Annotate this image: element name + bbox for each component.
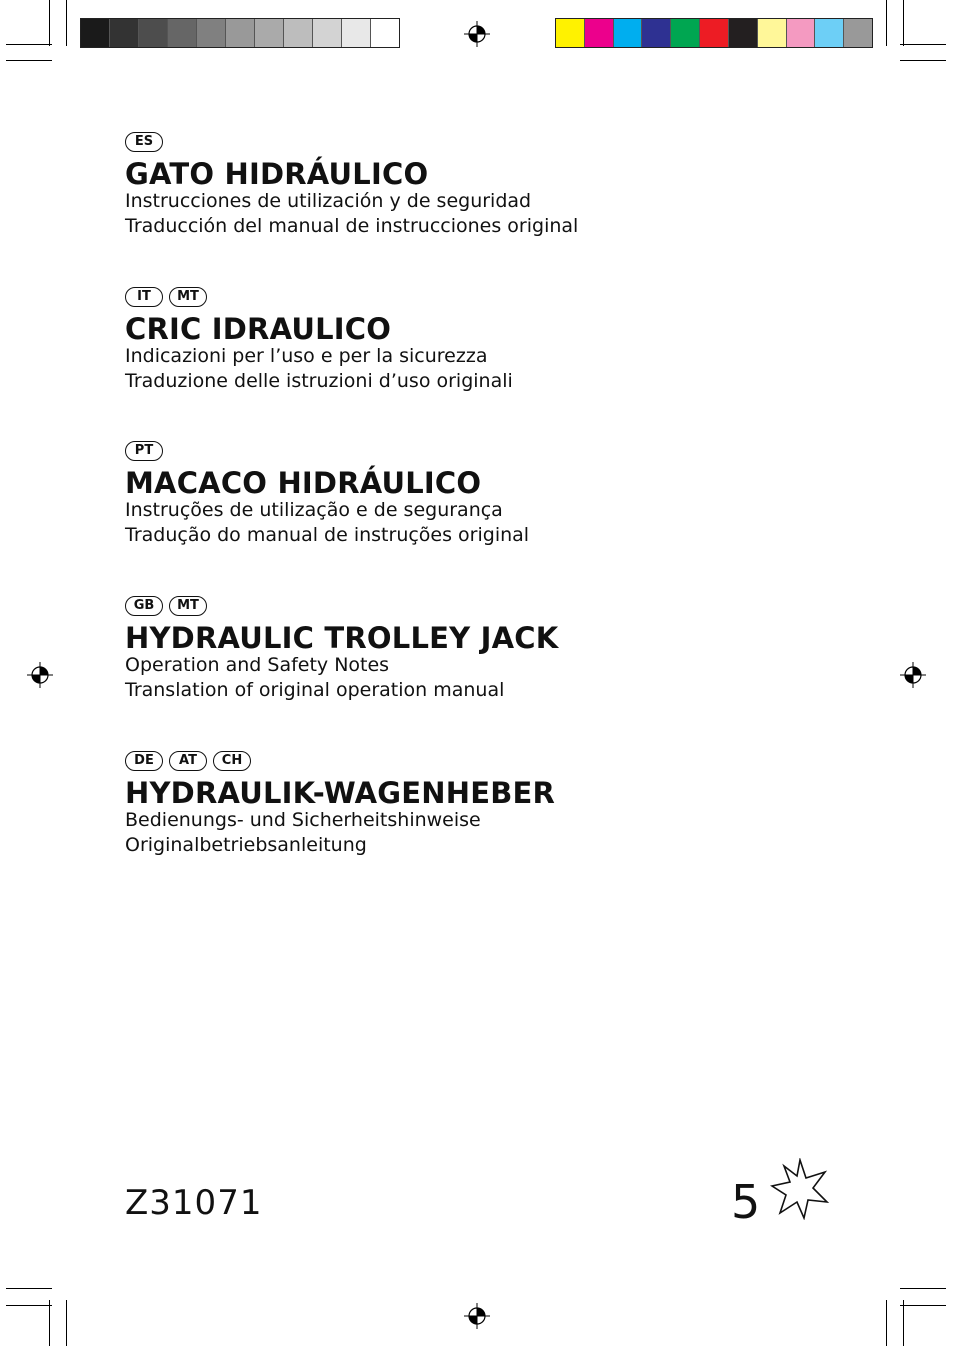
crop-mark xyxy=(49,1300,50,1346)
section-subtitle-line2: Translation of original operation manual xyxy=(125,679,505,701)
process-color-calibration-bar xyxy=(555,18,873,48)
section-title: MACACO HIDRÁULICO xyxy=(125,466,482,500)
language-section-pt xyxy=(125,441,529,548)
registration-mark-icon xyxy=(464,1303,490,1329)
page-number: 5 xyxy=(731,1175,761,1229)
crop-mark xyxy=(886,1300,887,1346)
section-title: HYDRAULIK-WAGENHEBER xyxy=(125,776,556,810)
gray-swatch xyxy=(342,19,371,47)
section-subtitle-line1: Indicazioni per l’uso e per la sicurezza xyxy=(125,345,488,367)
crop-mark xyxy=(903,0,904,46)
crop-mark xyxy=(900,44,946,45)
model-number: Z31071 xyxy=(125,1183,263,1223)
language-badge: AT xyxy=(169,751,207,771)
star-outline-icon xyxy=(770,1158,830,1220)
color-swatch xyxy=(787,19,816,47)
registration-mark-icon xyxy=(27,662,53,688)
crop-mark xyxy=(900,1288,946,1289)
section-title: HYDRAULIC TROLLEY JACK xyxy=(125,621,559,655)
language-badge: MT xyxy=(169,287,207,307)
language-section-es xyxy=(125,132,578,239)
section-subtitle-line2: Traducción del manual de instrucciones original xyxy=(125,215,579,237)
language-badge: MT xyxy=(169,596,207,616)
language-badges xyxy=(125,287,513,307)
gray-swatch xyxy=(168,19,197,47)
section-subtitle-line1: Bedienungs- und Sicherheitshinweise xyxy=(125,809,481,831)
language-badge: CH xyxy=(213,751,251,771)
crop-mark xyxy=(66,0,67,46)
crop-mark xyxy=(900,1305,946,1306)
section-subtitle-line1: Operation and Safety Notes xyxy=(125,654,390,676)
gray-swatch xyxy=(284,19,313,47)
crop-mark xyxy=(6,1288,52,1289)
crop-mark xyxy=(6,1305,52,1306)
section-title: CRIC IDRAULICO xyxy=(125,312,392,346)
crop-mark xyxy=(49,0,50,46)
color-swatch xyxy=(815,19,844,47)
gray-swatch xyxy=(81,19,110,47)
crop-mark xyxy=(886,0,887,46)
language-badge: GB xyxy=(125,596,163,616)
color-swatch xyxy=(729,19,758,47)
grayscale-calibration-bar xyxy=(80,18,400,48)
color-swatch xyxy=(614,19,643,47)
color-swatch xyxy=(642,19,671,47)
color-swatch xyxy=(700,19,729,47)
registration-mark-icon xyxy=(464,21,490,47)
section-subtitle-line2: Originalbetriebsanleitung xyxy=(125,834,367,856)
language-badge: DE xyxy=(125,751,163,771)
language-badge: IT xyxy=(125,287,163,307)
crop-mark xyxy=(6,44,52,45)
language-badges xyxy=(125,751,555,771)
language-section-it-mt xyxy=(125,287,513,394)
registration-mark-icon xyxy=(900,662,926,688)
gray-swatch xyxy=(226,19,255,47)
gray-swatch xyxy=(197,19,226,47)
gray-swatch xyxy=(371,19,399,47)
section-subtitle-line1: Instrucciones de utilización y de seguridad xyxy=(125,190,532,212)
section-subtitle-line2: Tradução do manual de instruções original xyxy=(125,524,530,546)
language-badges xyxy=(125,596,558,616)
gray-swatch xyxy=(110,19,139,47)
color-swatch xyxy=(844,19,872,47)
gray-swatch xyxy=(313,19,342,47)
color-swatch xyxy=(671,19,700,47)
language-section-gb-mt xyxy=(125,596,558,703)
crop-mark xyxy=(903,1300,904,1346)
section-subtitle-line1: Instruções de utilização e de segurança xyxy=(125,499,503,521)
language-badges xyxy=(125,132,578,152)
language-badge: PT xyxy=(125,441,163,461)
crop-mark xyxy=(6,60,52,61)
gray-swatch xyxy=(139,19,168,47)
section-title: GATO HIDRÁULICO xyxy=(125,157,429,191)
crop-mark xyxy=(900,60,946,61)
gray-swatch xyxy=(255,19,284,47)
language-badge: ES xyxy=(125,132,163,152)
section-subtitle-line2: Traduzione delle istruzioni d’uso originali xyxy=(125,370,513,392)
language-badges xyxy=(125,441,529,461)
color-swatch xyxy=(758,19,787,47)
language-section-de-at-ch xyxy=(125,751,555,858)
color-swatch xyxy=(585,19,614,47)
color-swatch xyxy=(556,19,585,47)
crop-mark xyxy=(66,1300,67,1346)
